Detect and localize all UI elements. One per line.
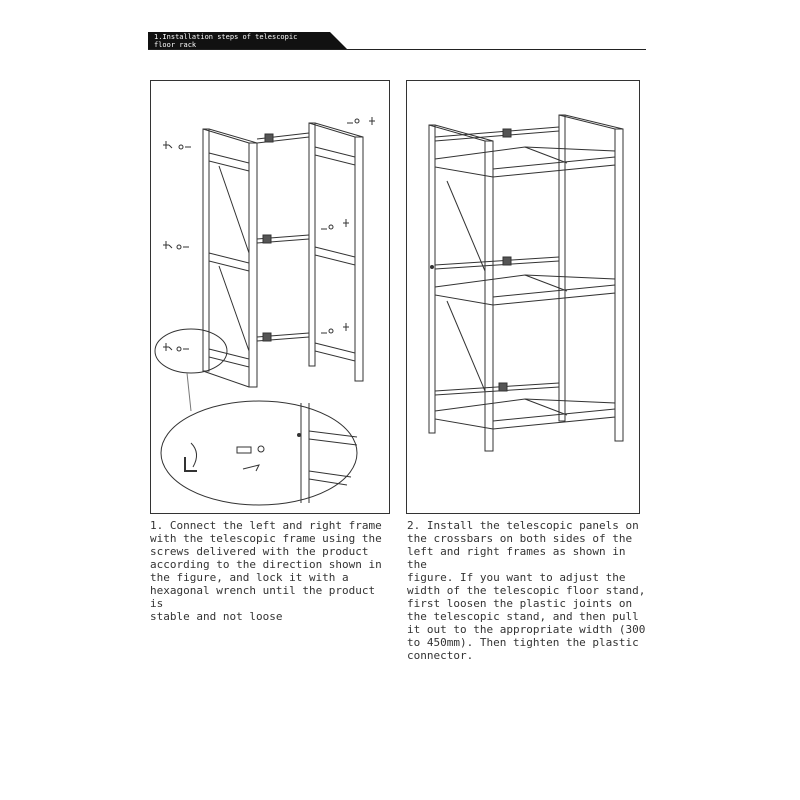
section-header [148, 32, 348, 50]
left-frame [203, 129, 257, 387]
header-rule [148, 49, 646, 50]
right-frame [309, 123, 363, 381]
step-1-caption: 1. Connect the left and right frame with the telescopic frame using the screws delivered with the product according to the direction shown in the figure, and lock it with a hexagonal wrench until the product is stable and not loose [150, 519, 382, 623]
step-2-illustration [406, 80, 640, 514]
step-1-illustration [150, 80, 390, 514]
assembled-rack [429, 115, 623, 451]
telescopic-crossbars [257, 133, 309, 341]
screw-icons [163, 117, 375, 351]
zoom-detail [161, 401, 357, 505]
section-title: 1.Installation steps of telescopic floor rack [154, 33, 298, 49]
step-2-caption: 2. Install the telescopic panels on the crossbars on both sides of the left and right frames as shown in the figure. If you want to adjust the width of the telescopic floor stand, first loosen the plastic joints on the telescopic stand, and then pull it out to the appropriate width (300 to 450mm). Then tighten the plastic connector. [407, 519, 646, 662]
